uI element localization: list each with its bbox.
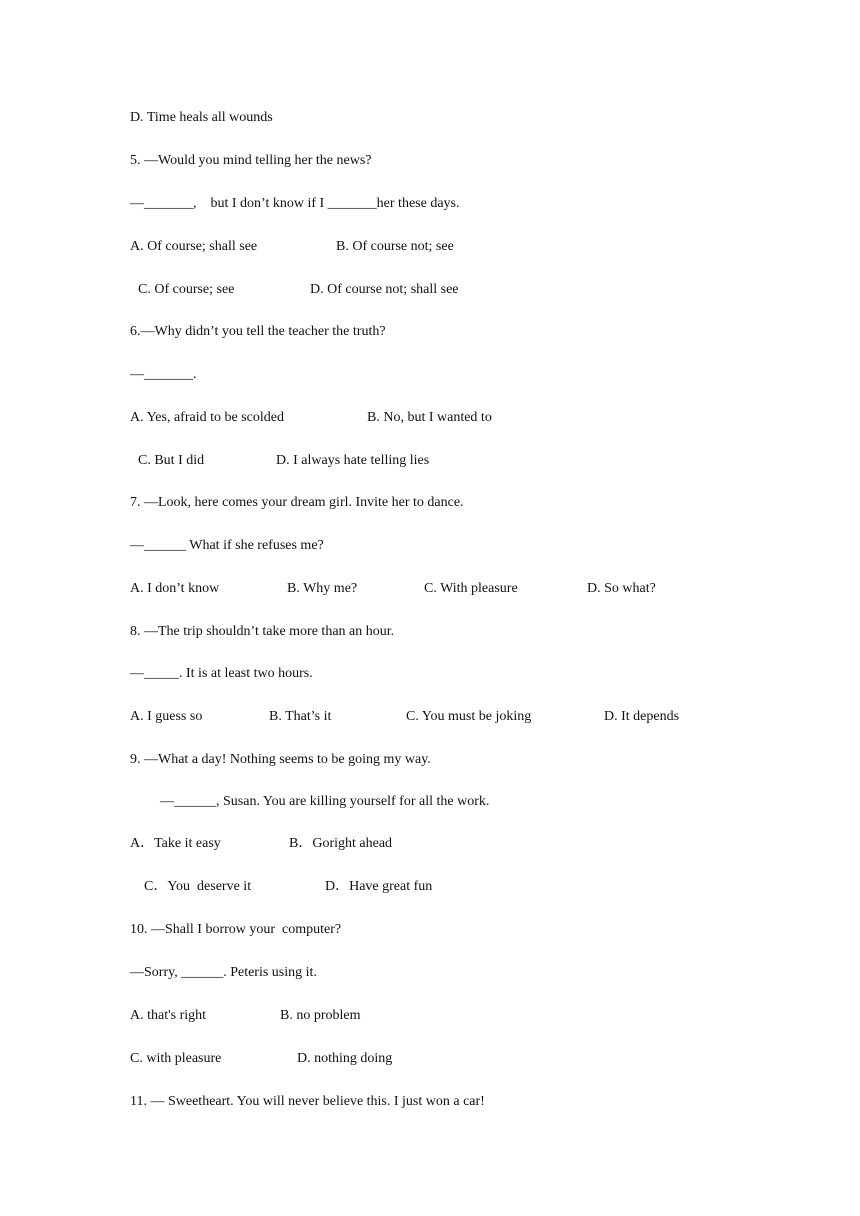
q8-question: 8. —The trip shouldn’t take more than an hour. — [130, 624, 395, 639]
q9-question: 9. —What a day! Nothing seems to be going my way. — [130, 752, 431, 767]
q8-option-c: C. You must be joking — [406, 709, 532, 724]
q8-option-b: B. That’s it — [269, 709, 332, 724]
q7-option-d: D. So what? — [587, 581, 656, 596]
q7-options-row — [130, 579, 770, 599]
q6-answer: —_______. — [130, 367, 197, 382]
q5-option-a: A. Of course; shall see — [130, 239, 258, 254]
q11-question: 11. — Sweetheart. You will never believe this. I just won a car! — [130, 1094, 485, 1109]
q7-option-b: B. Why me? — [287, 581, 358, 596]
q10-option-d: D. nothing doing — [297, 1051, 393, 1066]
q5-question: 5. —Would you mind telling her the news? — [130, 153, 372, 168]
q9-options-row-2 — [130, 877, 730, 897]
q7-option-c: C. With pleasure — [424, 581, 518, 596]
q10-option-a: A. that's right — [130, 1008, 207, 1023]
q9-option-d: D．Have great fun — [325, 879, 433, 894]
q6-option-b: B. No, but I wanted to — [367, 410, 492, 425]
q7-option-a: A. I don’t know — [130, 581, 220, 596]
q5-option-c: C. Of course; see — [138, 282, 235, 297]
q9-option-a: A．Take it easy — [130, 836, 221, 851]
q8-option-a: A. I guess so — [130, 709, 203, 724]
q10-option-b: B. no problem — [280, 1008, 361, 1023]
q10-answer: —Sorry, ______. Peteris using it. — [130, 965, 317, 980]
q5-options-row-2 — [130, 280, 730, 300]
q6-option-c: C. But I did — [138, 453, 205, 468]
q7-answer: —______ What if she refuses me? — [130, 538, 324, 553]
q7-question: 7. —Look, here comes your dream girl. Invite her to dance. — [130, 495, 464, 510]
q9-option-b: B．Goright ahead — [289, 836, 393, 851]
q6-question: 6.—Why didn’t you tell the teacher the truth? — [130, 324, 386, 339]
q5-answer: —_______, but I don’t know if I _______her these days. — [130, 196, 460, 211]
q5-option-d: D. Of course not; shall see — [310, 282, 459, 297]
q10-options-row-1 — [130, 1006, 730, 1026]
q9-options-row-1 — [130, 834, 730, 854]
q5-option-b: B. Of course not; see — [336, 239, 454, 254]
q10-options-row-2 — [130, 1049, 730, 1069]
q4-option-d: D. Time heals all wounds — [130, 110, 273, 125]
q6-options-row-1 — [130, 408, 730, 428]
q8-answer: —_____. It is at least two hours. — [130, 666, 313, 681]
q9-option-c: C．You deserve it — [144, 879, 252, 894]
q10-question: 10. —Shall I borrow your computer? — [130, 922, 342, 937]
q6-option-d: D. I always hate telling lies — [276, 453, 430, 468]
q5-options-row-1 — [130, 237, 730, 257]
q6-option-a: A. Yes, afraid to be scolded — [130, 410, 284, 425]
q6-options-row-2 — [130, 451, 730, 471]
q10-option-c: C. with pleasure — [130, 1051, 222, 1066]
q8-option-d: D. It depends — [604, 709, 680, 724]
q9-answer: —______, Susan. You are killing yourself for all the work. — [160, 794, 490, 809]
q8-options-row — [130, 707, 790, 727]
